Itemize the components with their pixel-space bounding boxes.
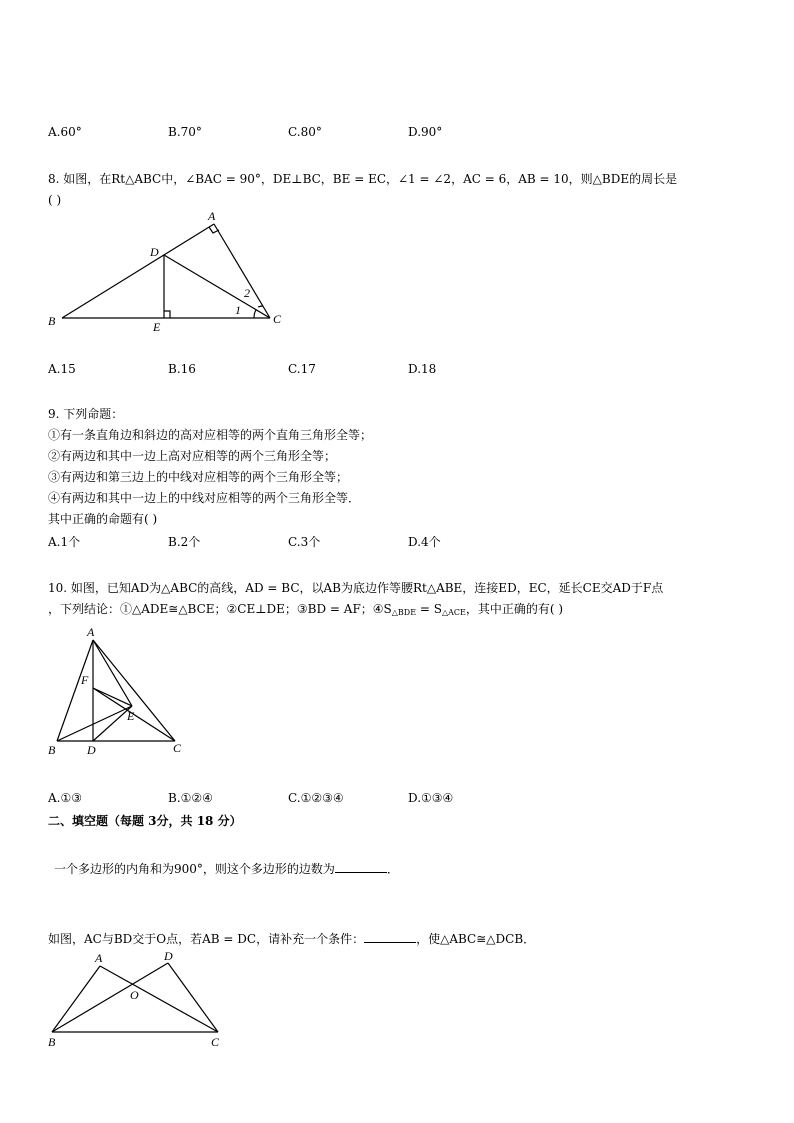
q9-option-d: D.4个 bbox=[408, 535, 441, 549]
q10-label-a: A bbox=[87, 625, 95, 639]
fill2-text-before: 如图，AC与BD交于O点，若AB = DC，请补充一个条件： bbox=[48, 932, 365, 946]
q10-question-line1: 10. 如图，已知AD为△ABC的高线，AD = BC，以AB为底边作等腰Rt△ABE，连接ED，EC，延长CE交AD于F点 bbox=[48, 581, 664, 595]
q10-line2-part-b: = S bbox=[416, 602, 442, 616]
q10-line2-part-c: ，其中正确的有( ) bbox=[465, 602, 564, 616]
q8-option-d: D.18 bbox=[408, 362, 437, 376]
fill1-text-after: ． bbox=[386, 862, 399, 876]
q8-option-b: B.16 bbox=[168, 362, 196, 376]
q10-sub-bde: △BDE bbox=[391, 608, 417, 617]
fill2-label-c: C bbox=[211, 1035, 220, 1049]
q7-option-d: D.90° bbox=[408, 125, 443, 139]
q8-label-2: 2 bbox=[244, 286, 250, 300]
q10-sub-ace: △ACE bbox=[441, 608, 466, 617]
q8-label-e: E bbox=[153, 320, 161, 334]
q8-option-c: C.17 bbox=[288, 362, 316, 376]
fill2-label-d: D bbox=[164, 949, 173, 963]
q10-option-d: D.①③④ bbox=[408, 791, 454, 805]
q8-label-a: A bbox=[208, 209, 216, 223]
q7-option-c: C.80° bbox=[288, 125, 322, 139]
q9-question: 其中正确的命题有( ) bbox=[48, 512, 158, 526]
q9-intro: 9. 下列命题： bbox=[48, 407, 124, 421]
fill2-label-b: B bbox=[48, 1035, 56, 1049]
fill2-text-after: ，使△ABC≅△DCB． bbox=[416, 932, 536, 946]
q10-label-b: B bbox=[48, 743, 56, 757]
q9-item-1: ①有一条直角边和斜边的高对应相等的两个直角三角形全等； bbox=[48, 428, 373, 442]
fill2-label-o: O bbox=[130, 988, 139, 1002]
q8-label-b: B bbox=[48, 314, 56, 328]
q9-item-4: ④有两边和其中一边上的中线对应相等的两个三角形全等． bbox=[48, 491, 361, 505]
section-heading: 二、填空题（每题 3分，共 18 分） bbox=[48, 814, 242, 828]
q10-line2-part-a: ，下列结论：①△ADE≅△BCE；②CE⊥DE；③BD = AF；④S bbox=[48, 602, 392, 616]
q10-option-a: A.①③ bbox=[48, 791, 82, 805]
q7-option-b: B.70° bbox=[168, 125, 202, 139]
q10-label-f: F bbox=[81, 673, 89, 687]
q9-option-b: B.2个 bbox=[168, 535, 201, 549]
q9-item-2: ②有两边和其中一边上高对应相等的两个三角形全等； bbox=[48, 449, 337, 463]
q9-option-c: C.3个 bbox=[288, 535, 321, 549]
q10-option-b: B.①②④ bbox=[168, 791, 213, 805]
q8-question-line1: 8. 如图，在Rt△ABC中，∠BAC = 90°，DE⊥BC，BE = EC，∠1 = ∠2，AC = 6，AB = 10，则△BDE的周长是 bbox=[48, 172, 678, 186]
q9-option-a: A.1个 bbox=[48, 535, 81, 549]
q8-question-line2: ( ) bbox=[48, 193, 62, 207]
q8-label-c: C bbox=[273, 312, 282, 326]
q7-option-a: A.60° bbox=[48, 125, 82, 139]
q10-label-c: C bbox=[173, 741, 182, 755]
q9-item-3: ③有两边和第三边上的中线对应相等的两个三角形全等； bbox=[48, 470, 349, 484]
fill2-label-a: A bbox=[95, 951, 103, 965]
q8-label-d: D bbox=[150, 245, 159, 259]
q10-option-c: C.①②③④ bbox=[288, 791, 344, 805]
q8-label-1: 1 bbox=[235, 303, 241, 317]
q10-label-d: D bbox=[87, 743, 96, 757]
fill1-text-before: 一个多边形的内角和为900°，则这个多边形的边数为 bbox=[54, 862, 335, 876]
q10-label-e: E bbox=[127, 709, 135, 723]
q8-option-a: A.15 bbox=[48, 362, 76, 376]
